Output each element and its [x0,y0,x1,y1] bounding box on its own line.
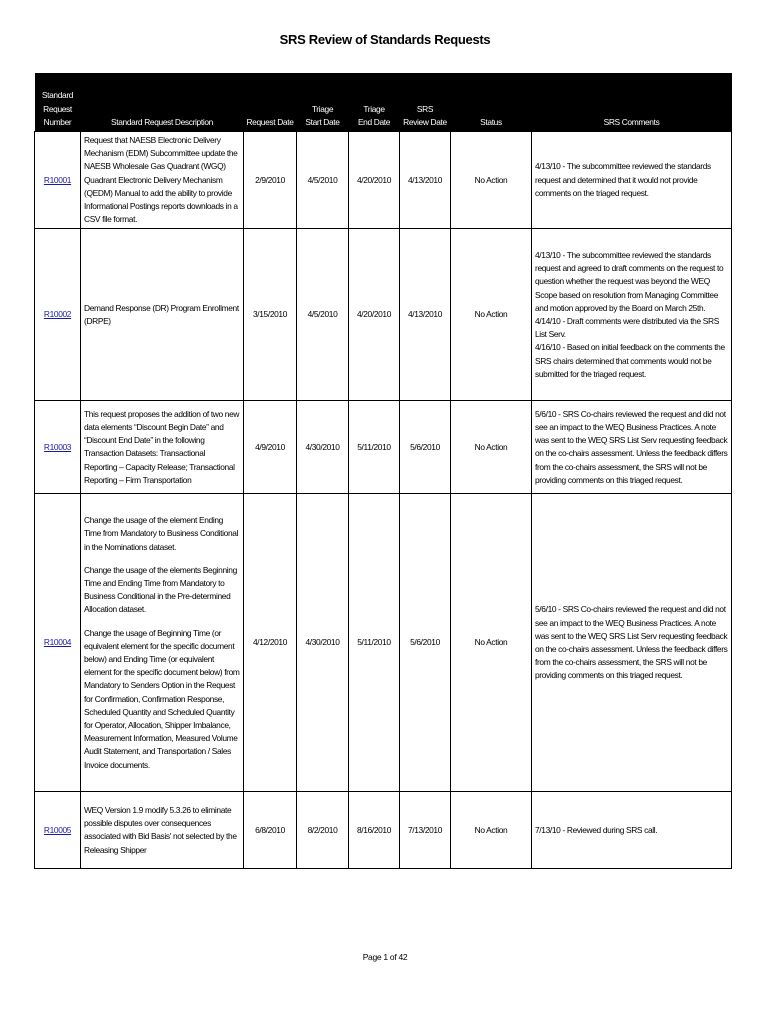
request-number-cell [35,494,81,792]
status-cell: No Action [451,132,532,229]
srs-review-cell: 5/6/2010 [400,401,451,494]
request-number-link[interactable]: R10003 [43,441,72,452]
header-request-date: Request Date [244,73,297,132]
srs-review-cell: 7/13/2010 [400,792,451,869]
request-date-cell: 3/15/2010 [244,229,297,401]
header-standard-request-number: Standard Request Number [35,73,81,132]
request-number-cell [35,132,81,229]
table-header-row [35,73,732,132]
description-text: Change the usage of Beginning Time (or equivalent element for the specific document below) and Ending Time (or equivalent element for the specific document below) from Mandatory to Senders Option in the Request for Confirmation, Confirmation Response, Scheduled Quantity and Scheduled Quantity for Operator, Allocation, Shipper Imbalance, Measurement Information, Measured Volume Audit Statement, and Transportation / Sales Invoice documents. [84,627,240,770]
table-row [35,132,732,229]
comment-text: 4/16/10 - Based on initial feedback on the comments the SRS chairs determined that comments would not be submitted for the triaged request. [535,342,725,379]
comments-cell [532,132,732,229]
comments-cell [532,229,732,401]
comments-cell [532,401,732,494]
comment-text: 4/13/10 - The subcommittee reviewed the standards request and determined that it would not provide comments on the triaged request. [535,161,711,198]
status-cell: No Action [451,792,532,869]
triage-start-cell: 4/5/2010 [297,229,349,401]
description-text: Demand Response (DR) Program Enrollment (DRPE) [84,302,239,326]
request-date-cell: 4/12/2010 [244,494,297,792]
triage-end-cell: 5/11/2010 [349,401,400,494]
triage-start-cell: 4/30/2010 [297,494,349,792]
header-description: Standard Request Description [81,73,244,132]
comment-text: 5/6/10 - SRS Co-chairs reviewed the request and did not see an impact to the WEQ Business Practices. A note was sent to the WEQ SRS List Serv requesting feedback on the co-chairs assessment. Unless the feedback differs from the co-chairs assessment, the SRS will not be providing comments on this triaged request. [535,408,728,485]
triage-end-cell: 4/20/2010 [349,132,400,229]
srs-review-cell: 5/6/2010 [400,494,451,792]
header-triage-start-date: Triage Start Date [297,73,349,132]
request-number-cell [35,401,81,494]
header-triage-end-date: Triage End Date [349,73,400,132]
header-srs-review-date: SRS Review Date [400,73,451,132]
description-cell [81,494,244,792]
triage-end-cell: 8/16/2010 [349,792,400,869]
request-date-cell: 2/9/2010 [244,132,297,229]
description-text: WEQ Version 1.9 modify 5.3.26 to eliminate possible disputes over consequences associated with Bid Basis' not selected by the Releasing Shipper [84,805,237,855]
status-cell: No Action [451,494,532,792]
comment-text: 4/14/10 - Draft comments were distributed via the SRS List Serv. [535,315,719,340]
page-title: SRS Review of Standards Requests [279,32,491,47]
standards-requests-table [34,73,732,869]
triage-end-cell: 5/11/2010 [349,494,400,792]
comments-cell [532,494,732,792]
request-number-cell [35,229,81,401]
triage-start-cell: 8/2/2010 [297,792,349,869]
triage-start-cell: 4/5/2010 [297,132,349,229]
table-row [35,401,732,494]
description-text: Request that NAESB Electronic Delivery Mechanism (EDM) Subcommittee update the NAESB Wholesale Gas Quadrant (WGQ) Quadrant Electronic Delivery Mechanism (QEDM) Manual to add the ability to provide Informational Postings reports downloads in a CSV file format. [84,135,238,225]
request-number-link[interactable]: R10002 [43,309,72,320]
page-number: Page 1 of 42 [362,952,408,962]
triage-start-cell: 4/30/2010 [297,401,349,494]
table-row [35,229,732,401]
description-cell [81,132,244,229]
triage-end-cell: 4/20/2010 [349,229,400,401]
description-cell [81,229,244,401]
header-status: Status [451,73,532,132]
srs-review-cell: 4/13/2010 [400,132,451,229]
request-date-cell: 6/8/2010 [244,792,297,869]
table-row [35,494,732,792]
comments-cell [532,792,732,869]
srs-review-cell: 4/13/2010 [400,229,451,401]
request-number-cell [35,792,81,869]
request-number-link[interactable]: R10001 [43,174,72,185]
request-number-link[interactable]: R10004 [43,637,72,648]
description-text: This request proposes the addition of two new data elements “Discount Begin Date” and “Discount End Date” in the following Transaction Datasets: Transactional Reporting – Capacity Release; Transactional Reporting – Firm Transportation [84,408,240,485]
table-row [35,792,732,869]
comment-text: 5/6/10 - SRS Co-chairs reviewed the request and did not see an impact to the WEQ Business Practices. A note was sent to the WEQ SRS List Serv requesting feedback on the co-chairs assessment. Unless the feedback differs from the co-chairs assessment, the SRS will not be providing comments on this triaged request. [535,604,728,681]
description-cell [81,792,244,869]
comment-text: 4/13/10 - The subcommittee reviewed the standards request and agreed to draft comments on the request to question whether the request was beyond the WEQ Scope based on resolution from Managing Committee and motion approved by the Board on March 25th. [535,249,724,313]
description-text: Change the usage of the elements Beginning Time and Ending Time from Mandatory to Business Conditional in the Pre-determined Allocation dataset. [84,564,237,615]
request-date-cell: 4/9/2010 [244,401,297,494]
request-number-link[interactable]: R10005 [43,824,72,835]
description-cell [81,401,244,494]
header-srs-comments: SRS Comments [532,73,732,132]
status-cell: No Action [451,229,532,401]
description-text: Change the usage of the element Ending Time from Mandatory to Business Conditional in the Nominations dataset. [84,515,239,552]
comment-text: 7/13/10 - Reviewed during SRS call. [535,824,658,835]
status-cell: No Action [451,401,532,494]
